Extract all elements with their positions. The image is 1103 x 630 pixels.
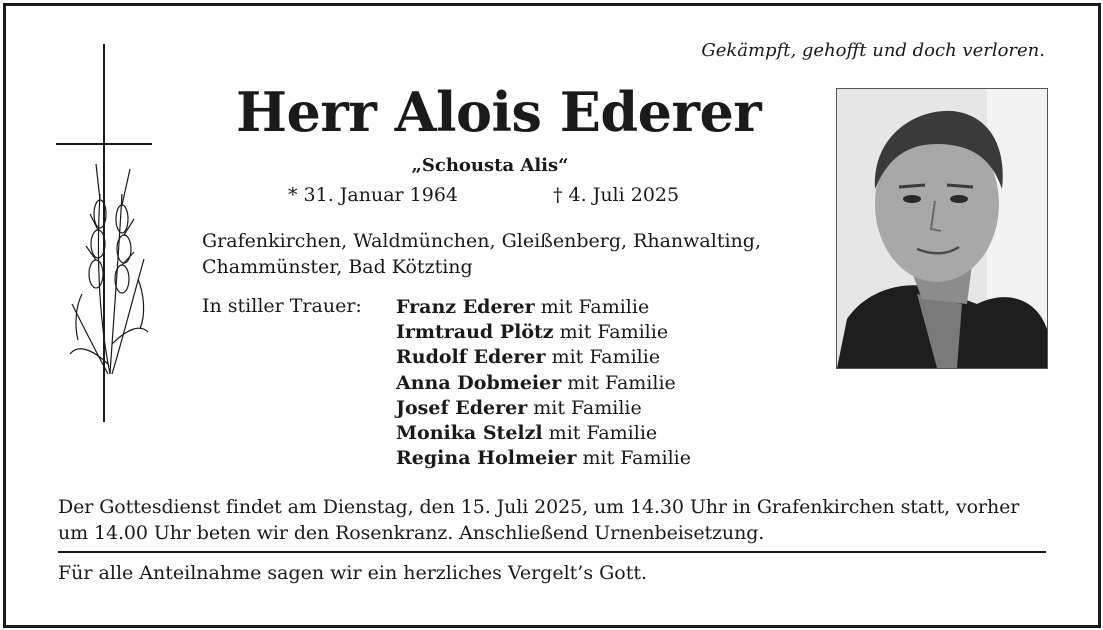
death-date: † 4. Juli 2025 — [553, 184, 680, 206]
divider — [58, 551, 1046, 553]
mourner-suffix: mit Familie — [527, 396, 642, 419]
mourner-item — [396, 396, 691, 421]
mourner-name: Josef Ederer — [396, 396, 528, 419]
portrait-photo — [836, 88, 1048, 369]
mourner-item — [396, 295, 691, 320]
mourner-item — [396, 320, 691, 345]
mourner-suffix: mit Familie — [561, 371, 676, 394]
mourner-name: Regina Holmeier — [396, 447, 577, 470]
mourner-name: Rudolf Ederer — [396, 346, 546, 369]
mourner-name: Monika Stelzl — [396, 422, 543, 445]
mourner-item — [396, 446, 691, 471]
places: Grafenkirchen, Waldmünchen, Gleißenberg, Rhanwalting, Chammünster, Bad Kötzting — [202, 230, 761, 278]
mourner-suffix: mit Familie — [553, 321, 669, 344]
nickname: „Schousta Alis“ — [411, 155, 569, 176]
mourner-suffix: mit Familie — [576, 447, 692, 470]
service-info: Der Gottesdienst findet am Dienstag, den 15. Juli 2025, um 14.30 Uhr in Grafenkirchen statt, vorher um 14.00 Uhr beten wir den Rosenkranz. Anschließend Urnenbeisetzung. — [58, 496, 1020, 544]
mourner-suffix: mit Familie — [545, 346, 661, 369]
thanks-note: Für alle Anteilnahme sagen wir ein herzliches Vergelt’s Gott. — [58, 562, 648, 584]
mourners-list — [396, 295, 691, 471]
mourner-suffix: mit Familie — [542, 422, 658, 445]
motto: Gekämpft, gehofft und doch verloren. — [701, 40, 1045, 61]
mourning-label: In stiller Trauer: — [202, 295, 362, 317]
birth-date: * 31. Januar 1964 — [288, 184, 459, 206]
mourner-name: Anna Dobmeier — [396, 371, 562, 394]
mourner-item — [396, 371, 691, 396]
mourner-name: Franz Ederer — [396, 296, 535, 318]
mourner-item — [396, 421, 691, 446]
mourner-suffix: mit Familie — [534, 296, 650, 318]
deceased-name: Herr Alois Ederer — [236, 80, 762, 144]
mourner-item — [396, 345, 691, 370]
mourner-name: Irmtraud Plötz — [396, 321, 554, 344]
cross-with-wheat-icon — [52, 44, 162, 429]
